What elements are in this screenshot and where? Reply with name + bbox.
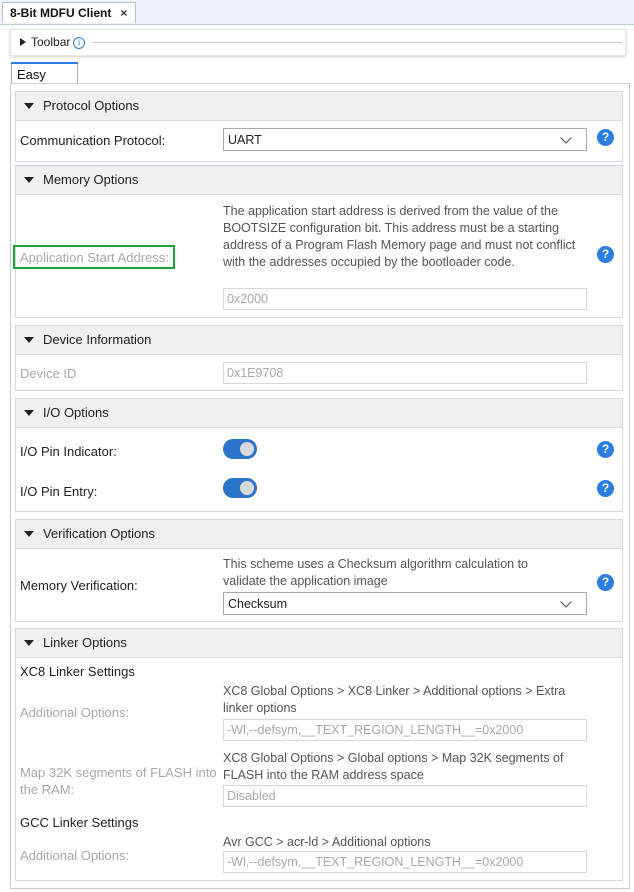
toggle-knob — [240, 442, 254, 456]
toggle-knob — [240, 481, 254, 495]
xc8-additional-options-field[interactable] — [223, 719, 587, 741]
help-icon[interactable]: ? — [597, 441, 614, 458]
io-options-section — [15, 398, 623, 512]
xc8-additional-options-description: XC8 Global Options > XC8 Linker > Additional options > Extra linker options — [223, 684, 566, 715]
io-options-header[interactable] — [16, 399, 622, 428]
section-title: Protocol Options — [43, 98, 140, 113]
field-value: -Wl,--defsym,__TEXT_REGION_LENGTH__=0x2000 — [227, 855, 524, 869]
section-title: Memory Options — [43, 172, 139, 187]
verification-options-section — [15, 519, 623, 622]
document-tab[interactable] — [2, 2, 136, 23]
field-value: 0x2000 — [227, 292, 269, 306]
toolbar-label[interactable]: Toolbar — [31, 35, 71, 49]
collapse-triangle-icon[interactable] — [24, 531, 34, 537]
gcc-additional-options-description: Avr GCC > acr-ld > Additional options — [223, 835, 431, 849]
section-title: Verification Options — [43, 526, 156, 541]
field-value: -Wl,--defsym,__TEXT_REGION_LENGTH__=0x2000 — [227, 723, 524, 737]
map32k-field[interactable] — [223, 785, 587, 807]
gcc-additional-options-field[interactable] — [223, 851, 587, 873]
memory-verification-description: This scheme uses a Checksum algorithm calculation to validate the application image — [223, 557, 528, 588]
field-value: Disabled — [227, 789, 276, 803]
verification-options-header[interactable] — [16, 520, 622, 549]
chevron-down-icon — [560, 596, 571, 607]
field-value: 0x1E9708 — [227, 366, 284, 380]
toolbar-divider — [92, 42, 622, 43]
section-title: Device Information — [43, 332, 152, 347]
help-icon[interactable]: ? — [597, 129, 614, 146]
linker-options-header[interactable] — [16, 629, 622, 658]
application-start-address-label: Application Start Address: — [20, 250, 169, 265]
section-title: I/O Options — [43, 405, 109, 420]
memory-verification-label: Memory Verification: — [20, 578, 138, 593]
help-icon[interactable]: ? — [597, 480, 614, 497]
communication-protocol-select[interactable] — [223, 128, 587, 151]
protocol-options-header[interactable] — [16, 92, 622, 121]
tab-easy-view-label: Easy — [17, 67, 46, 82]
protocol-options-section — [15, 91, 623, 162]
xc8-additional-options-label: Additional Options: — [20, 705, 130, 720]
map32k-label: Map 32K segments of FLASH into the RAM: — [20, 765, 217, 797]
help-icon[interactable]: ? — [597, 574, 614, 591]
gcc-linker-settings-heading: GCC Linker Settings — [20, 815, 139, 830]
gcc-additional-options-label: Additional Options: — [20, 848, 130, 863]
collapse-triangle-icon[interactable] — [24, 640, 34, 646]
caret-right-icon[interactable] — [20, 38, 26, 46]
application-start-address-field[interactable] — [223, 288, 587, 310]
close-icon[interactable]: × — [120, 6, 128, 20]
map32k-description: XC8 Global Options > Global options > Map 32K segments of FLASH into the RAM address space — [223, 751, 564, 782]
communication-protocol-label: Communication Protocol: — [20, 133, 166, 148]
xc8-linker-settings-heading: XC8 Linker Settings — [20, 664, 135, 679]
collapse-triangle-icon[interactable] — [24, 177, 34, 183]
io-pin-entry-label: I/O Pin Entry: — [20, 484, 98, 499]
io-pin-indicator-toggle[interactable] — [223, 439, 257, 459]
memory-verification-select[interactable] — [223, 592, 587, 615]
section-title: Linker Options — [43, 635, 127, 650]
info-icon[interactable]: i — [73, 37, 85, 49]
memory-options-section — [15, 165, 623, 318]
io-pin-entry-toggle[interactable] — [223, 478, 257, 498]
selected-value: Checksum — [228, 597, 288, 611]
help-icon[interactable]: ? — [597, 246, 614, 263]
device-id-label: Device ID — [20, 366, 77, 381]
device-information-header[interactable] — [16, 326, 622, 355]
tab-easy-view[interactable] — [11, 62, 78, 84]
device-information-section — [15, 325, 623, 391]
document-tab-bar — [0, 0, 634, 25]
io-pin-indicator-label: I/O Pin Indicator: — [20, 444, 117, 459]
selected-value: UART — [228, 133, 262, 147]
device-id-field[interactable] — [223, 362, 587, 384]
linker-options-section — [15, 628, 623, 881]
collapse-triangle-icon[interactable] — [24, 103, 34, 109]
collapse-triangle-icon[interactable] — [24, 410, 34, 416]
document-tab-title: 8-Bit MDFU Client — [10, 6, 112, 20]
highlight-box — [13, 245, 175, 269]
chevron-down-icon — [560, 132, 571, 143]
start-address-description: The application start address is derived from the value of the BOOTSIZE configuration bit. This address must be a starting address of a Program Flash Memory page and must not conflict with the addresses occupied by the bootloader code. — [223, 204, 576, 269]
memory-options-header[interactable] — [16, 166, 622, 195]
toolbar-panel[interactable] — [10, 29, 626, 56]
active-tab-indicator — [11, 62, 78, 64]
collapse-triangle-icon[interactable] — [24, 337, 34, 343]
